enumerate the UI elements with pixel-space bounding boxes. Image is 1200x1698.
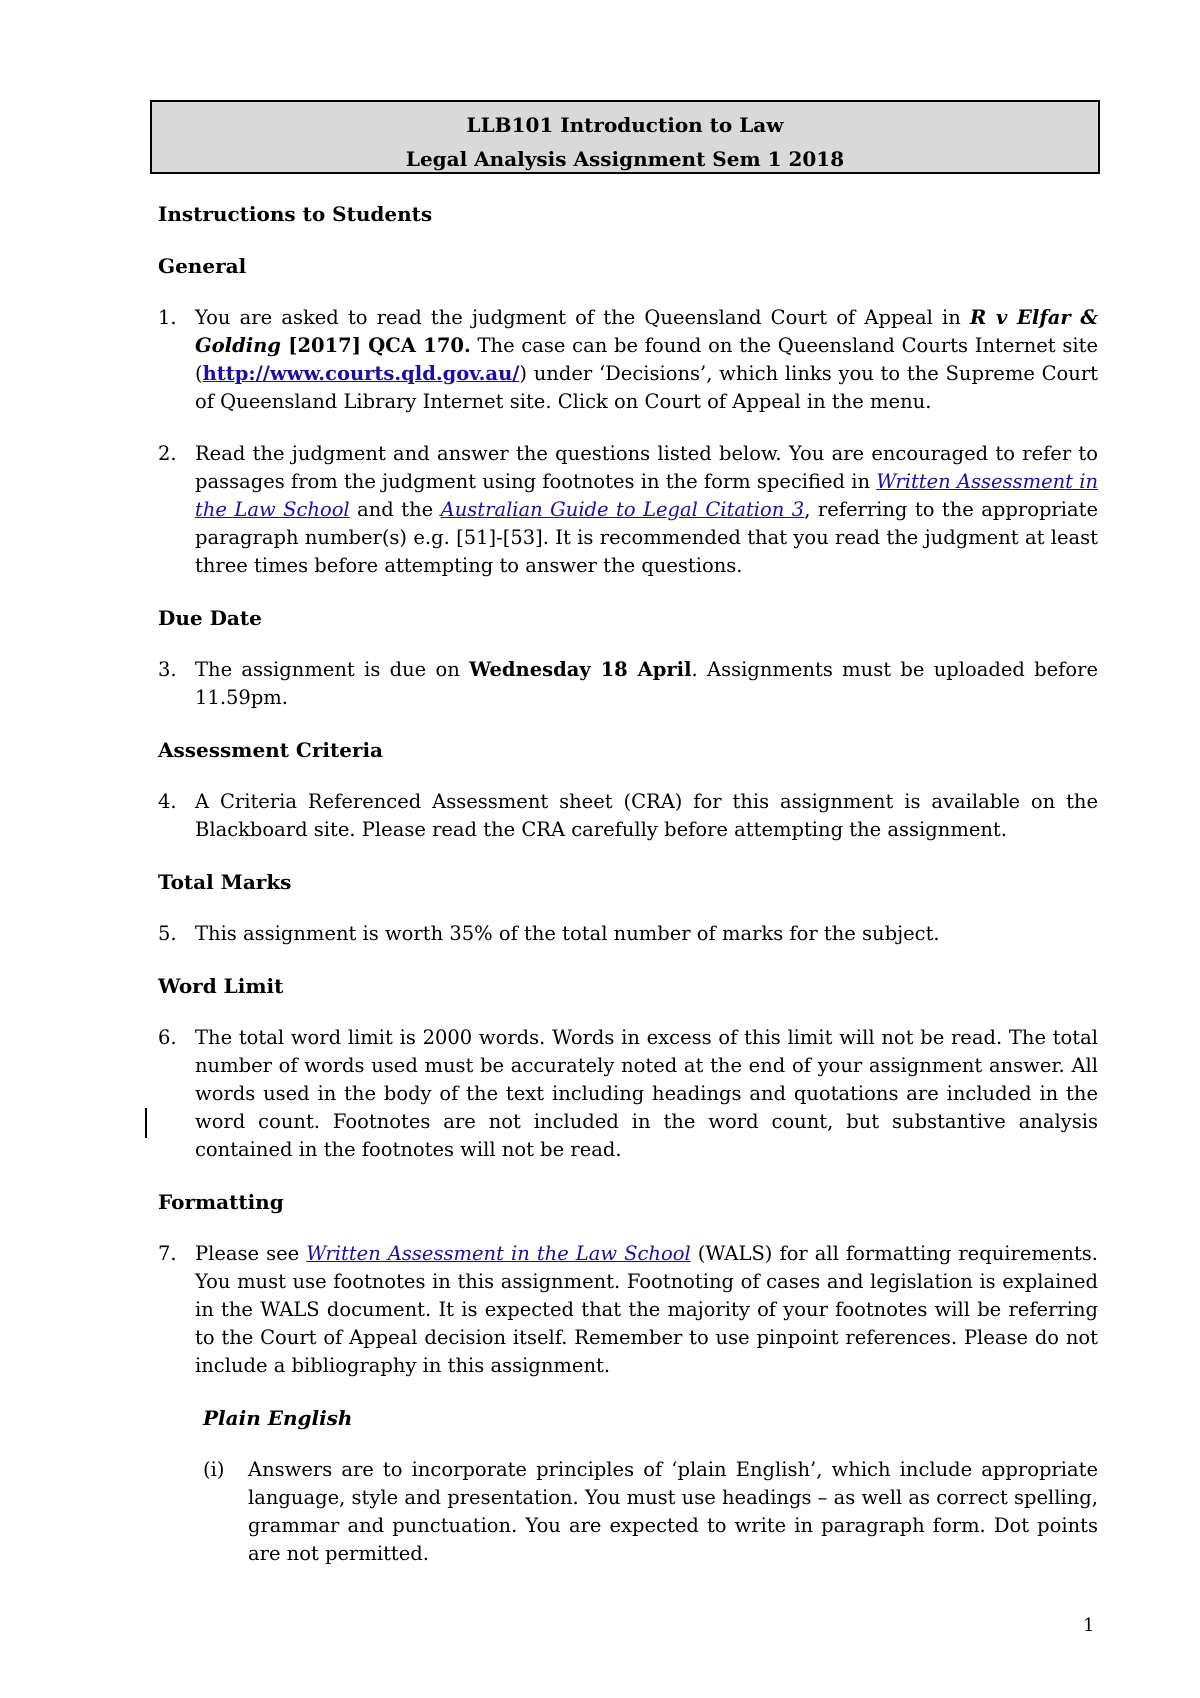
assessment-criteria-heading: Assessment Criteria bbox=[158, 738, 384, 762]
item-text: A Criteria Referenced Assessment sheet (CRA) for this assignment is available on the Blackboard site. Please read the CRA carefully before attempting the assignment. bbox=[195, 790, 1098, 841]
text-run: You are asked to read the judgment of the Queensland Court of Appeal in bbox=[195, 306, 970, 329]
list-item-6 bbox=[158, 1024, 1098, 1164]
due-date-heading: Due Date bbox=[158, 606, 262, 630]
item-text bbox=[195, 440, 1098, 580]
item-text bbox=[195, 1240, 1098, 1380]
aglc-link[interactable]: Australian Guide to Legal Citation 3 bbox=[440, 498, 805, 521]
text-run: The assignment is due on bbox=[195, 658, 470, 681]
item-number: 7. bbox=[158, 1242, 177, 1265]
general-heading: General bbox=[158, 254, 247, 278]
case-citation: [2017] QCA 170. bbox=[280, 334, 471, 357]
item-text: This assignment is worth 35% of the total number of marks for the subject. bbox=[195, 922, 940, 945]
wals-link[interactable]: Written Assessment in the Law School bbox=[306, 1242, 691, 1265]
word-limit-heading: Word Limit bbox=[158, 974, 284, 998]
sub-list-item-i bbox=[203, 1456, 1098, 1568]
case-name: R v Elfar & Golding bbox=[195, 306, 1098, 357]
course-title: LLB101 Introduction to Law bbox=[466, 113, 784, 137]
courts-url-link[interactable] bbox=[203, 362, 520, 385]
list-item-5 bbox=[158, 920, 1098, 948]
revision-bar bbox=[145, 1108, 147, 1138]
list-item-1 bbox=[158, 304, 1098, 416]
text-run: (WALS) for all formatting requirements. You must use footnotes in this assignment. Footnoting of cases and legislation is explained in the WALS document. It is expected that the majority of your footnotes will be referring to the Court of Appeal decision itself. Remember to use pinpoint references. Please do not include a bibliography in this assignment. bbox=[195, 1242, 1098, 1377]
text-run: Read the judgment and answer the questions listed below. You are encouraged to refer to passages from the judgment using footnotes in the form specified in bbox=[195, 442, 1098, 493]
item-number: 1. bbox=[158, 306, 177, 329]
document-page bbox=[158, 100, 1098, 1568]
plain-english-section bbox=[203, 1404, 1098, 1432]
list-item-7 bbox=[158, 1240, 1098, 1380]
item-number: 3. bbox=[158, 658, 177, 681]
text-run: and the bbox=[349, 498, 441, 521]
list-item-2 bbox=[158, 440, 1098, 580]
item-number: 6. bbox=[158, 1026, 177, 1049]
due-date-value: Wednesday 18 April bbox=[469, 658, 692, 681]
item-text bbox=[195, 656, 1098, 712]
title-box bbox=[150, 100, 1100, 174]
total-marks-heading: Total Marks bbox=[158, 870, 292, 894]
text-run: . Assignments must be uploaded before 11.59pm. bbox=[195, 658, 1098, 709]
item-number: (i) bbox=[203, 1458, 225, 1481]
list-item-4 bbox=[158, 788, 1098, 844]
text-run: Please see bbox=[195, 1242, 307, 1265]
wals-link[interactable]: Written Assessment in the Law School bbox=[195, 470, 1098, 521]
item-number: 2. bbox=[158, 442, 177, 465]
text-run: , referring to the appropriate paragraph number(s) e.g. [51]-[53]. It is recommended that you read the judgment at least three times before attempting to answer the questions. bbox=[195, 498, 1098, 577]
instructions-heading: Instructions to Students bbox=[158, 202, 433, 226]
text-run: ) under ‘Decisions’, which links you to the Supreme Court of Queensland Library Internet site. Click on Court of Appeal in the menu. bbox=[195, 362, 1098, 413]
item-number: 5. bbox=[158, 922, 177, 945]
plain-english-heading: Plain English bbox=[203, 1406, 353, 1430]
url-text: http://www.courts.qld.gov.au/ bbox=[202, 362, 520, 385]
list-item-3 bbox=[158, 656, 1098, 712]
page-number: 1 bbox=[1083, 1615, 1095, 1636]
item-text: Answers are to incorporate principles of ‘plain English’, which include appropriate language, style and presentation. You must use headings – as well as correct spelling, grammar and punctuation. You are expected to write in paragraph form. Dot points are not permitted. bbox=[248, 1458, 1098, 1565]
formatting-heading: Formatting bbox=[158, 1190, 284, 1214]
item-text bbox=[195, 304, 1098, 416]
item-text: The total word limit is 2000 words. Words in excess of this limit will not be read. The total number of words used must be accurately noted at the end of your assignment answer. All words used in the body of the text including headings and quotations are included in the word count. Footnotes are not included in the word count, but substantive analysis contained in the footnotes will not be read. bbox=[195, 1026, 1098, 1161]
assignment-title: Legal Analysis Assignment Sem 1 2018 bbox=[405, 147, 845, 171]
text-run: The case can be found on the Queensland Courts Internet site ( bbox=[195, 334, 1098, 385]
item-number: 4. bbox=[158, 790, 177, 813]
